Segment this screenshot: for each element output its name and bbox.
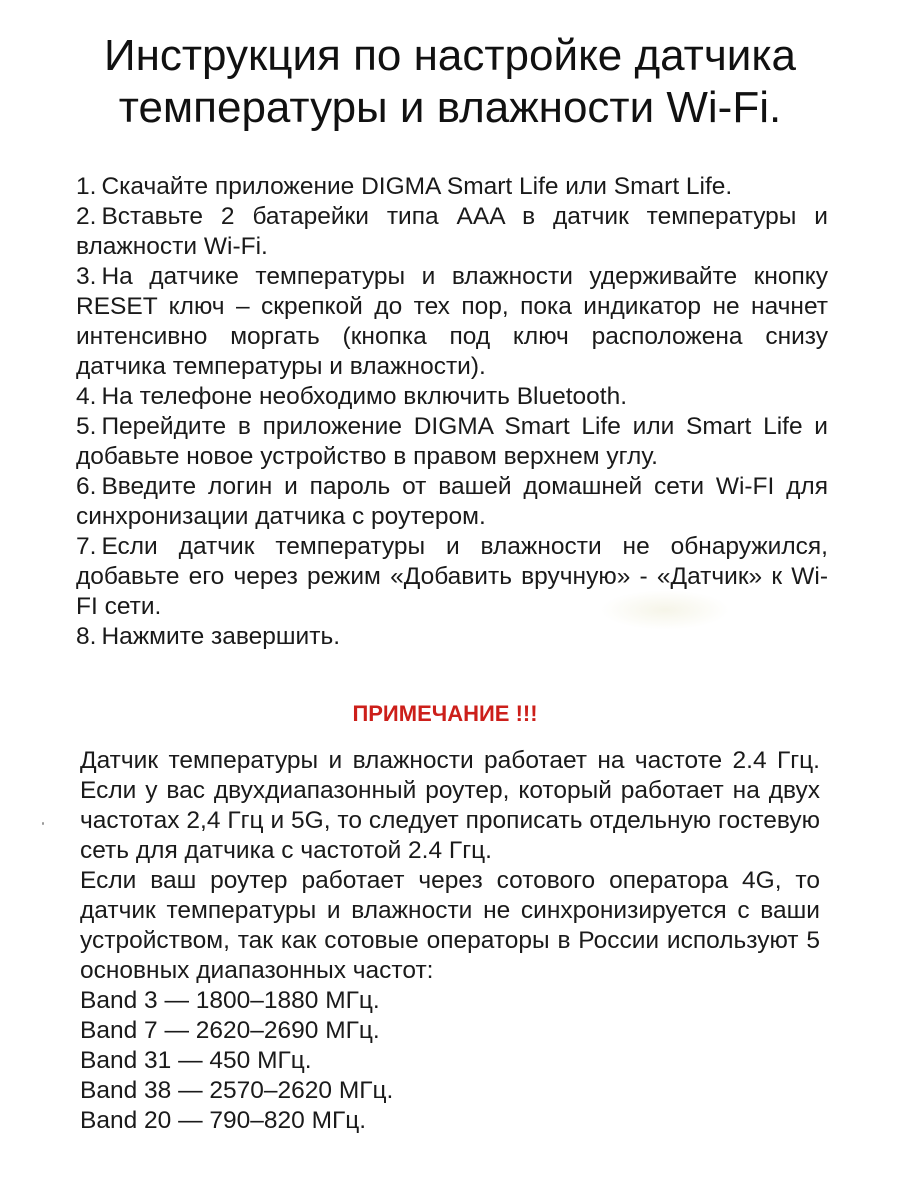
step-text: На датчике температуры и влажности удерживайте кнопку RESET ключ – скрепкой до тех пор, пока индикатор не начнет интенсивно моргать (кнопка под ключ расположена снизу датчика температуры и влажности). [76, 263, 828, 380]
step-number: 5. [76, 413, 97, 440]
note-paragraph-frequency: Датчик температуры и влажности работает на частоте 2.4 Ггц. Если у вас двухдиапазонный роутер, который работает на двух частотах 2,4 Ггц и 5G, то следует прописать отдельную гостевую сеть для датчика с частотой 2.4 Ггц. [80, 747, 820, 864]
title-line-1: Инструкция по настройке датчика [103, 31, 797, 80]
step-text: Если датчик температуры и влажности не обнаружился, добавьте его через режим «Добавить вручную» - «Датчик» к Wi-FI сети. [76, 533, 828, 620]
step-item [76, 202, 828, 262]
note-heading: ПРИМЕЧАНИЕ !!! [352, 701, 538, 726]
band-line: Band 20 — 790–820 МГц. [80, 1107, 367, 1134]
title-line-2: температуры и влажности Wi-Fi. [118, 83, 782, 132]
step-item [76, 472, 828, 532]
step-item [76, 262, 828, 382]
page-title [40, 30, 860, 134]
step-number: 8. [76, 623, 97, 650]
step-text: Нажмите завершить. [101, 623, 341, 650]
note-paragraph-cellular: Если ваш роутер работает через сотового оператора 4G, то датчик температуры и влажности не синхронизируется с ваши устройством, так как сотовые операторы в России используют 5 основных диапазонных частот: [80, 867, 820, 984]
step-text: Перейдите в приложение DIGMA Smart Life или Smart Life и добавьте новое устройство в правом верхнем углу. [76, 413, 828, 470]
step-number: 3. [76, 263, 97, 290]
band-line: Band 3 — 1800–1880 МГц. [80, 987, 380, 1014]
band-line: Band 38 — 2570–2620 МГц. [80, 1077, 394, 1104]
step-number: 4. [76, 383, 97, 410]
step-text: На телефоне необходимо включить Bluetooth. [101, 383, 628, 410]
step-item [76, 172, 828, 202]
step-number: 2. [76, 203, 97, 230]
setup-steps-list [76, 172, 828, 652]
band-line: Band 7 — 2620–2690 МГц. [80, 1017, 380, 1044]
step-text: Скачайте приложение DIGMA Smart Life или Smart Life. [101, 173, 733, 200]
step-item [76, 412, 828, 472]
step-item [76, 382, 828, 412]
step-number: 6. [76, 473, 97, 500]
scan-smudge [600, 590, 730, 630]
note-section [80, 746, 820, 1136]
step-number: 7. [76, 533, 97, 560]
step-text: Вставьте 2 батарейки типа AAA в датчик температуры и влажности Wi-Fi. [76, 203, 828, 260]
step-text: Введите логин и пароль от вашей домашней сети Wi-FI для синхронизации датчика с роутером. [76, 473, 828, 530]
band-line: Band 31 — 450 МГц. [80, 1047, 312, 1074]
scan-speck [42, 822, 44, 825]
step-number: 1. [76, 173, 97, 200]
